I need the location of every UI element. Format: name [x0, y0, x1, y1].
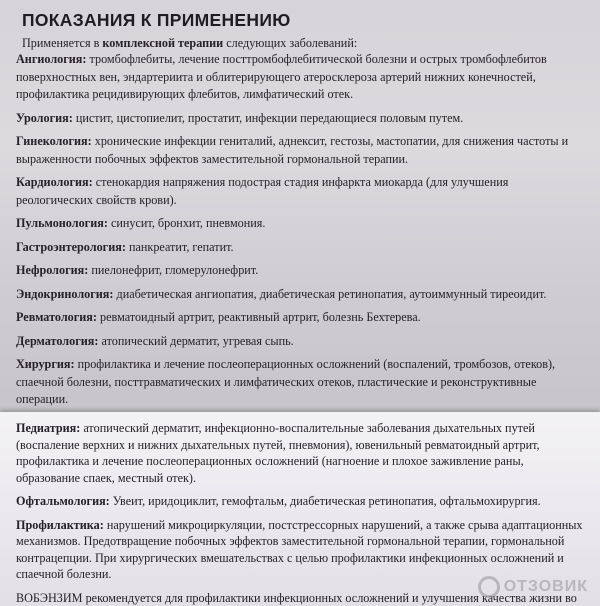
indication-text: стенокардия напряжения подострая стадия инфаркта миокарда (для улучшения реологических свойств крови).: [16, 175, 509, 207]
indication-term: Пульмонология:: [16, 216, 108, 230]
indication-endocrinology: [16, 286, 586, 304]
indication-text: ВОБЭНЗИМ рекомендуется для профилактики инфекционных осложнений и улучшения качества жизни во: [16, 590, 577, 605]
indication-text: панкреатит, гепатит.: [128, 239, 234, 254]
indication-term: Дерматология:: [16, 333, 99, 348]
indication-term: Кардиология:: [16, 175, 93, 189]
watermark-logo-icon: [478, 576, 500, 598]
intro-line: [22, 35, 586, 51]
intro-suffix: следующих заболеваний:: [226, 36, 358, 50]
indication-rheumatology: [16, 309, 586, 327]
indication-text: ревматоидный артрит, реактивный артрит, болезнь Бехтерева.: [100, 310, 421, 324]
indication-term: Педиатрия:: [16, 421, 81, 435]
indication-term: Ревматология:: [16, 310, 97, 324]
indication-prevention: [16, 517, 586, 583]
intro-prefix: Применяется в: [22, 36, 100, 50]
indication-dermatology: [16, 333, 586, 351]
indication-surgery: [16, 356, 586, 409]
indication-term: Гастроэнтерология:: [16, 239, 126, 254]
indication-pediatrics: [16, 420, 586, 486]
indication-cardiology: [16, 174, 586, 209]
site-watermark: [478, 576, 588, 598]
intro-bold: комплексной терапии: [102, 36, 224, 50]
indication-term: Ангиология:: [16, 52, 87, 66]
indication-urology: [16, 110, 586, 128]
watermark-text: ОТЗОВИК: [503, 578, 588, 596]
indication-nephrology: [16, 262, 586, 280]
indication-text: профилактика и лечение послеоперационных осложнений (воспалений, тромбозов, отеков), спаечной болезни, посттравматических и лимфатических отеков, пластические и реконструктивные операции.: [16, 357, 556, 406]
indication-term: Нефрология:: [16, 263, 89, 277]
indication-text: Увеит, иридоциклит, гемофтальм, диабетическая ретинопатия, офтальмохирургия.: [112, 494, 541, 508]
indication-text: синусит, бронхит, пневмония.: [110, 216, 266, 230]
indication-gynecology: [16, 133, 586, 168]
indication-term: Эндокринология:: [16, 286, 114, 301]
indication-text: нарушений микроциркуляции, постстрессорных нарушений, а также срыва адаптационных механизмов. Предотвращение побочных эффектов заместительной гормональной терапии, гормональной контрацепции. При хирургических вмешательствах с целью профилактики инфекционных осложнений и спаечной болезни.: [16, 517, 583, 581]
indication-ophthalmology: [16, 493, 586, 510]
indication-text: диабетическая ангиопатия, диабетическая ретинопатия, аутоиммунный тиреоидит.: [116, 286, 547, 301]
indication-text: тромбофлебиты, лечение посттромбофлебитической болезни и острых тромбофлебитов поверхностных вен, эндартериита и облитерирующего атеросклероза артерий нижних конечностей, профилактика рецидивирующих флебитов, лимфатический отек.: [16, 52, 547, 101]
indication-text: пиелонефрит, гломерулонефрит.: [91, 263, 259, 277]
indication-text: хронические инфекции гениталий, аднексит, гестозы, мастопатии, для снижения частоты и выраженности побочных эффектов заместительной гормональной терапии.: [16, 134, 569, 166]
indication-gastroenterology: [16, 239, 586, 257]
indication-term: Гинекология:: [16, 134, 92, 148]
indication-text: цистит, цистопиелит, простатит, инфекции передающиеся половым путем.: [75, 110, 464, 125]
indication-angiology: [16, 51, 586, 104]
page-title: ПОКАЗАНИЯ К ПРИМЕНЕНИЮ: [22, 10, 291, 30]
indication-term: Урология:: [16, 110, 73, 125]
indication-term: Хирургия:: [16, 357, 75, 371]
indication-pulmonology: [16, 215, 586, 233]
indication-text: атопический дерматит, инфекционно-воспалительные заболевания дыхательных путей (воспаление верхних и нижних дыхательных путей, пневмония), ювенильный ревматоидный артрит, профилактика и лечение послеоперационных осложнений (нагноение и плохое заживление раны, образование спаек, местный отек).: [16, 421, 540, 485]
indication-text: атопический дерматит, угревая сыпь.: [101, 333, 294, 348]
indication-term: Профилактика:: [16, 517, 104, 532]
lower-page: [0, 412, 600, 606]
indication-term: Офтальмология:: [16, 494, 110, 508]
